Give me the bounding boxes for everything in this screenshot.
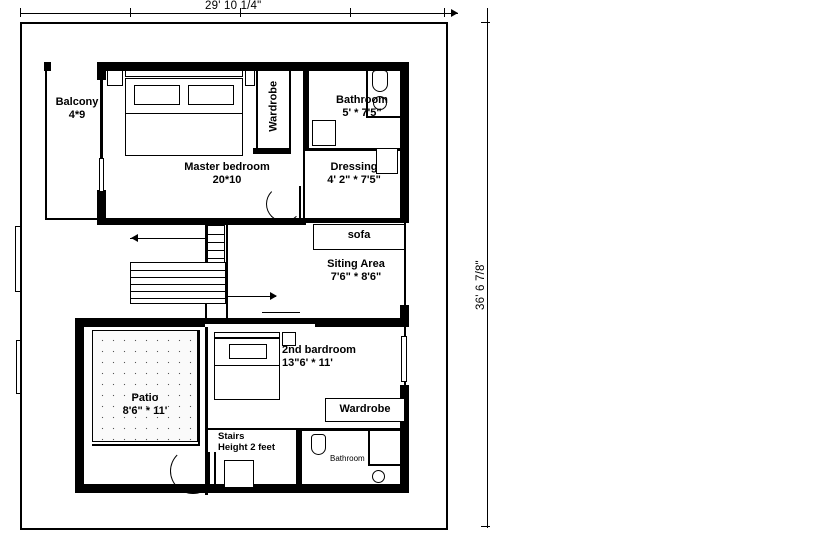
- stair-tread: [208, 258, 224, 259]
- label-balcony: [46, 96, 108, 121]
- stair-run-lower: [130, 262, 226, 304]
- top-dimension-line: [20, 13, 458, 14]
- label-stairs-name: Stairs: [218, 431, 245, 442]
- dimension-arrow: [451, 9, 458, 17]
- interior-wall-sitting-left2: [315, 318, 400, 327]
- label-sitting-area: [302, 258, 410, 283]
- patio-step-1: [208, 452, 210, 486]
- stair-tread: [208, 234, 224, 235]
- label-dressing-size: 4' 2" * 7'5": [327, 173, 381, 186]
- shower-tray-icon: [312, 120, 336, 146]
- label-wardrobe-bottom: [327, 403, 403, 416]
- label-balcony-size: 4*9: [68, 108, 86, 121]
- label-wardrobe-top-name: Wardrobe: [267, 80, 280, 132]
- exterior-wall-left-lower: [75, 318, 84, 493]
- interior-wall-mid-right: [306, 218, 409, 223]
- wall-wardrobe-base: [253, 148, 291, 154]
- wc-icon-2: [311, 434, 326, 455]
- top-dimension-label: 29' 10 1/4": [205, 0, 262, 12]
- patio-step-2: [214, 452, 216, 486]
- wc-icon: [372, 70, 388, 92]
- label-second-bedroom-name: 2nd bardroom: [282, 344, 356, 356]
- bed-sheet-line: [126, 113, 242, 114]
- wall-bathroom2-top: [296, 428, 408, 431]
- bed-headboard: [125, 70, 243, 77]
- dimension-tick: [444, 8, 445, 17]
- exterior-wall-right-lower: [400, 305, 409, 327]
- label-dressing-name: Dressing: [330, 161, 378, 173]
- stair-arrow-down: [270, 292, 277, 300]
- label-sofa: [329, 229, 389, 242]
- dressing-door-leaf: [299, 186, 301, 220]
- bathroom2-door: [224, 460, 254, 488]
- label-sofa-name: sofa: [347, 229, 371, 241]
- wall-wardrobe-right: [289, 68, 291, 153]
- label-master-bedroom-name: Master bedroom: [184, 161, 270, 173]
- dimension-tick: [481, 526, 490, 527]
- label-sitting-area-size: 7'6" * 8'6": [330, 270, 382, 283]
- right-dimension-label: 36' 6 7/8": [475, 260, 487, 310]
- label-wardrobe-bottom-name: Wardrobe: [339, 403, 391, 415]
- pillow-right: [188, 85, 234, 105]
- interior-wall-balcony-right: [97, 62, 106, 80]
- dressing-door-swing: [266, 186, 302, 222]
- label-patio-name: Patio: [131, 392, 159, 404]
- stair-dash-bottom: [262, 312, 300, 313]
- label-bathroom-top: [312, 94, 412, 119]
- window-bedroom2: [401, 336, 407, 382]
- patio-area: [92, 330, 198, 442]
- label-sitting-area-name: Siting Area: [327, 258, 385, 270]
- bed2-headboard: [214, 332, 280, 338]
- interior-wall-balcony-right-lower: [97, 190, 106, 222]
- label-second-bedroom: [282, 344, 392, 369]
- stair-wall-vert2: [226, 225, 228, 320]
- label-balcony-name: Balcony: [55, 96, 99, 108]
- label-stairs-note: Height 2 feet: [218, 441, 276, 453]
- wall-bedroom2-bottom: [208, 428, 308, 430]
- wall-bathroom-left: [303, 66, 309, 150]
- exterior-wall-right-upper: [400, 62, 409, 222]
- label-patio-size: 8'6" * 11': [122, 404, 168, 417]
- dimension-tick: [350, 8, 351, 17]
- left-elevation-band-2: [16, 340, 21, 394]
- pillow-left: [134, 85, 180, 105]
- stair-guide-top: [130, 238, 206, 239]
- dimension-tick: [481, 22, 490, 23]
- balcony-door: [99, 158, 104, 192]
- right-dimension-line: [487, 13, 488, 528]
- label-master-bedroom: [152, 161, 302, 186]
- label-bathroom-top-size: 5' * 7'5": [342, 106, 382, 119]
- bed-second: [214, 338, 280, 400]
- label-wardrobe-top: [268, 75, 281, 137]
- dimension-tick: [130, 8, 131, 17]
- stair-tread: [131, 298, 225, 299]
- interior-wall-patio-top: [75, 318, 205, 327]
- stair-arrow-up: [131, 234, 138, 242]
- label-bathroom-bottom-name: Bathroom: [330, 454, 365, 463]
- label-bathroom-bottom: [330, 454, 390, 463]
- stair-tread: [208, 242, 224, 243]
- patio-edge-bottom: [92, 444, 198, 446]
- left-elevation-band: [15, 226, 21, 292]
- balcony-wall-left: [45, 62, 47, 220]
- patio-divider: [198, 330, 200, 446]
- stair-tread: [131, 291, 225, 292]
- interior-wall-sitting-left: [205, 318, 315, 324]
- bathroom2-partition-h: [368, 464, 404, 466]
- label-second-bedroom-size: 13"6' * 11': [282, 356, 333, 369]
- wall-wardrobe-left: [256, 68, 258, 150]
- stair-tread: [131, 277, 225, 278]
- stair-tread: [131, 284, 225, 285]
- label-patio: [95, 392, 195, 417]
- nightstand-right: [245, 70, 255, 86]
- label-dressing: [305, 161, 403, 186]
- label-bathroom-top-name: Bathroom: [336, 94, 388, 106]
- label-stairs: [218, 432, 302, 454]
- stair-tread: [131, 270, 225, 271]
- nightstand-left: [107, 70, 123, 86]
- bed-master: [125, 78, 243, 156]
- stair-guide-bottom: [228, 296, 276, 297]
- dimension-tick: [20, 8, 21, 17]
- stair-tread: [208, 250, 224, 251]
- pillow-single: [229, 344, 267, 359]
- bed-sheet-line: [215, 365, 279, 366]
- label-master-bedroom-size: 20*10: [212, 173, 242, 186]
- sink-icon-2: [372, 470, 385, 483]
